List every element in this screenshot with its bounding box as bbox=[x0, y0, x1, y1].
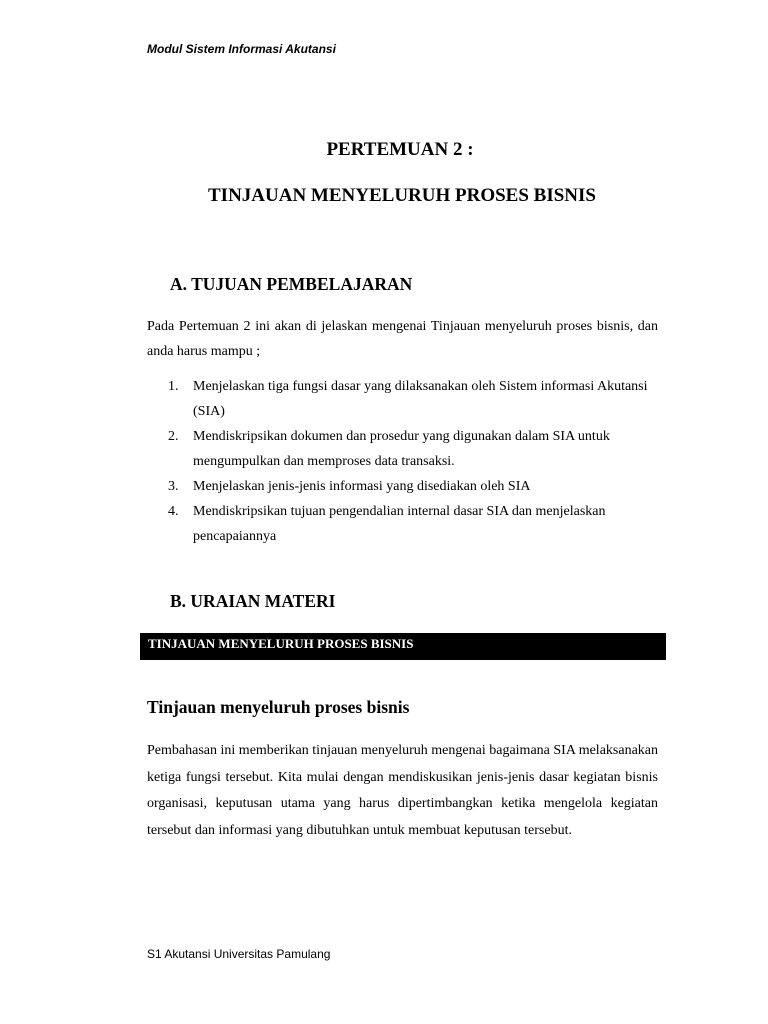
section-a-heading: A. TUJUAN PEMBELAJARAN bbox=[170, 274, 413, 294]
page-footer: S1 Akutansi Universitas Pamulang bbox=[147, 947, 331, 961]
objective-text: Menjelaskan jenis-jenis informasi yang disediakan oleh SIA bbox=[193, 479, 531, 494]
objective-number: 3. bbox=[168, 479, 179, 494]
objective-number: 4. bbox=[168, 504, 179, 519]
page-header: Modul Sistem Informasi Akutansi bbox=[147, 42, 336, 56]
objective-item bbox=[168, 499, 658, 549]
section-b-heading: B. URAIAN MATERI bbox=[170, 591, 336, 611]
objective-text: Menjelaskan tiga fungsi dasar yang dilaksanakan oleh Sistem informasi Akutansi (SIA) bbox=[193, 379, 648, 419]
chapter-title: PERTEMUAN 2 : bbox=[326, 139, 474, 160]
topic-paragraph: Pembahasan ini memberikan tinjauan menyeluruh mengenai bagaimana SIA melaksanakan ketiga fungsi tersebut. Kita mulai dengan mendiskusikan jenis-jenis dasar kegiatan bisnis organisasi, keputusan utama yang harus dipertimbangkan ketika mengelola kegiatan tersebut dan informasi yang dibutuhkan untuk membuat keputusan tersebut. bbox=[147, 743, 658, 838]
objective-item bbox=[168, 474, 658, 499]
objective-text: Mendiskripsikan dokumen dan prosedur yang digunakan dalam SIA untuk mengumpulkan dan memproses data transaksi. bbox=[193, 429, 610, 469]
objective-text: Mendiskripsikan tujuan pengendalian internal dasar SIA dan menjelaskan pencapaiannya bbox=[193, 504, 606, 544]
learning-objectives-list bbox=[168, 374, 658, 549]
topic-subheading: Tinjauan menyeluruh proses bisnis bbox=[147, 697, 410, 717]
objective-number: 2. bbox=[168, 429, 179, 444]
topic-banner bbox=[140, 633, 666, 660]
topic-banner-label: TINJAUAN MENYELURUH PROSES BISNIS bbox=[148, 636, 414, 651]
objective-number: 1. bbox=[168, 379, 179, 394]
objective-item bbox=[168, 424, 658, 474]
chapter-subtitle: TINJAUAN MENYELURUH PROSES BISNIS bbox=[208, 185, 596, 206]
objective-item bbox=[168, 374, 658, 424]
section-a-intro: Pada Pertemuan 2 ini akan di jelaskan mengenai Tinjauan menyeluruh proses bisnis, dan anda harus mampu ; bbox=[147, 319, 658, 359]
